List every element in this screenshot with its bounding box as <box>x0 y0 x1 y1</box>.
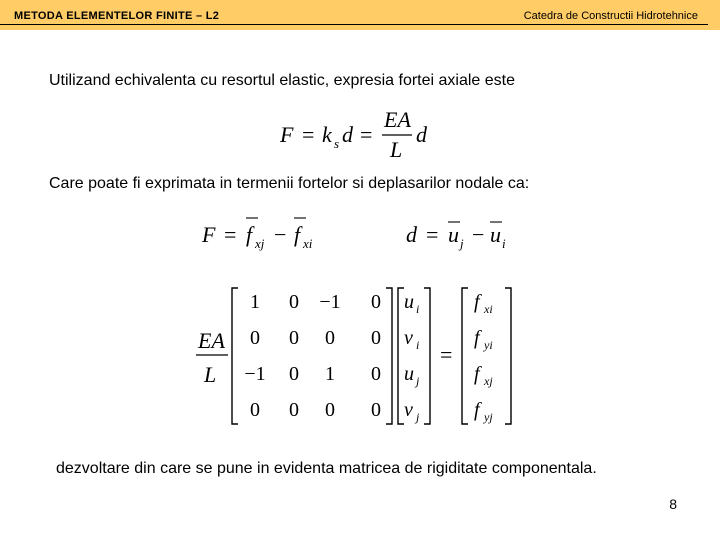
matrix-cell-r4c1: 0 <box>250 399 260 421</box>
eq2-t1: f <box>246 222 253 247</box>
closing-paragraph: dezvoltare din care se pune in evidenta matricea de rigiditate componentala. <box>56 460 597 477</box>
disp-vector-right-bracket <box>424 288 430 424</box>
eq2-lhs: F <box>202 222 216 247</box>
disp-vector-sub-2: i <box>416 338 420 352</box>
force-vector-right-bracket <box>505 288 511 424</box>
eq2-t1-sub: xj <box>255 236 265 251</box>
eq1-lhs: F <box>280 122 294 147</box>
force-vector-entry-1: f <box>474 291 480 313</box>
matrix-cell-r4c3: 0 <box>325 399 335 421</box>
disp-vector-entry-4: v <box>404 399 413 421</box>
header-divider <box>0 24 708 25</box>
disp-vector-sub-4: j <box>416 410 420 424</box>
matrix-cell-r3c4: 0 <box>371 363 381 385</box>
force-vector-entry-2: f <box>474 327 480 349</box>
force-vector-sub-4: yj <box>484 410 493 424</box>
eq1-numerator: EA <box>384 107 411 132</box>
matrix-cell-r2c4: 0 <box>371 327 381 349</box>
eq1-k-sub: s <box>334 136 340 151</box>
matrix-cell-r3c1: −1 <box>244 363 266 385</box>
matrix-cell-r2c3: 0 <box>325 327 335 349</box>
matrix-factor-denominator: L <box>204 362 217 387</box>
disp-vector-entry-3: u <box>404 363 414 385</box>
eq2-equals: = <box>224 222 237 247</box>
force-vector-entry-4: f <box>474 399 480 421</box>
force-vector-sub-3: xj <box>484 374 493 388</box>
matrix-cell-r3c3: 1 <box>325 363 335 385</box>
matrix-cell-r1c4: 0 <box>371 291 381 313</box>
disp-vector-entry-2: v <box>404 327 413 349</box>
matrix-cell-r1c1: 1 <box>250 291 260 313</box>
eq2-minus: − <box>274 222 287 247</box>
matrix-left-bracket <box>232 288 238 424</box>
matrix-cell-r1c3: −1 <box>319 291 341 313</box>
eq3-t2: u <box>490 222 501 247</box>
eq1-denominator: L <box>390 137 403 162</box>
header-bar <box>0 0 720 30</box>
stiffness-matrix-equation <box>190 282 520 432</box>
force-vector-sub-2: yi <box>484 338 493 352</box>
eq1-d2: d <box>416 122 427 147</box>
eq3-t1: u <box>448 222 459 247</box>
eq3-t1-sub: j <box>460 236 464 251</box>
matrix-cell-r4c2: 0 <box>289 399 299 421</box>
matrix-cell-r2c1: 0 <box>250 327 260 349</box>
disp-vector-sub-3: j <box>416 374 420 388</box>
disp-vector-cells <box>404 291 420 424</box>
eq3-lhs: d <box>406 222 417 247</box>
matrix-right-bracket <box>386 288 392 424</box>
intro-paragraph: Utilizand echivalenta cu resortul elastic, expresia fortei axiale este <box>49 72 516 89</box>
matrix-cell-r3c2: 0 <box>289 363 299 385</box>
matrix-equals: = <box>440 342 453 367</box>
matrix-cells <box>244 291 381 421</box>
eq3-equals: = <box>426 222 439 247</box>
matrix-cell-r4c4: 0 <box>371 399 381 421</box>
disp-vector-sub-1: i <box>416 302 420 316</box>
page-number: 8 <box>669 496 677 512</box>
second-paragraph: Care poate fi exprimata in termenii fortelor si deplasarilor nodale ca: <box>49 175 530 192</box>
eq3-minus: − <box>472 222 485 247</box>
force-relation-equation <box>196 212 336 258</box>
course-title: METODA ELEMENTELOR FINITE – L2 <box>14 10 220 22</box>
force-vector-sub-1: xi <box>484 302 493 316</box>
eq1-d: d <box>342 122 353 147</box>
force-vector-entry-3: f <box>474 363 480 385</box>
disp-vector-entry-1: u <box>404 291 414 313</box>
matrix-cell-r1c2: 0 <box>289 291 299 313</box>
eq2-t2-sub: xi <box>303 236 313 251</box>
eq2-t2: f <box>294 222 301 247</box>
force-vector-cells <box>474 291 493 424</box>
matrix-cell-r2c2: 0 <box>289 327 299 349</box>
axial-force-equation <box>270 102 450 166</box>
force-vector-left-bracket <box>462 288 468 424</box>
eq1-k: k <box>322 122 332 147</box>
matrix-factor-numerator: EA <box>198 328 225 353</box>
eq1-equals: = <box>302 122 315 147</box>
eq3-t2-sub: i <box>502 236 506 251</box>
department-title: Catedra de Constructii Hidrotehnice <box>523 10 698 22</box>
eq1-equals-2: = <box>360 122 373 147</box>
displacement-relation-equation <box>400 212 530 258</box>
